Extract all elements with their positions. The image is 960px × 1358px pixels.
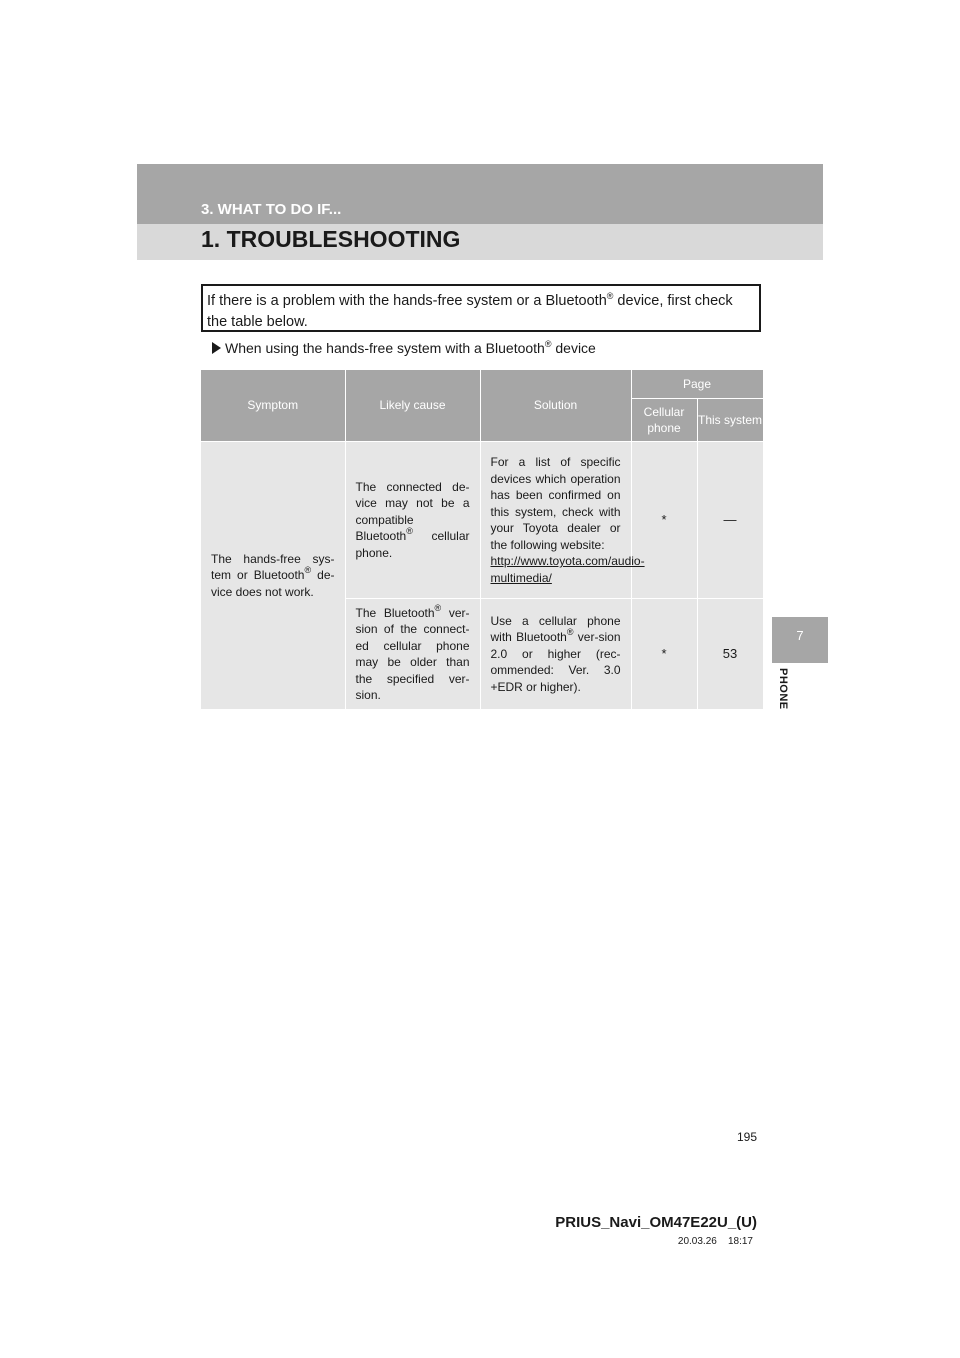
intro-text-after: device, first check the table below.	[207, 293, 733, 330]
table-row	[201, 442, 763, 599]
header-cellular-phone: Cellular phone	[631, 399, 697, 442]
registered-mark: ®	[544, 339, 552, 349]
toyota-website-link[interactable]: http://www.toyota.com/audio-multimedia/	[490, 554, 645, 585]
this-system-page-cell: 53	[697, 599, 763, 710]
solution-cell: For a list of specific devices which operation has been confirmed on this system, check with your Toyota dealer or the following website: http://www.toyota.com/audio-multimedia/	[480, 442, 631, 599]
section-label: 3. WHAT TO DO IF...	[201, 201, 342, 218]
header-likely-cause: Likely cause	[345, 370, 480, 442]
triangle-bullet-icon	[212, 342, 221, 354]
document-id: PRIUS_Navi_OM47E22U_(U)	[555, 1214, 757, 1231]
cause-cell: The connected de-vice may not be a compatible Bluetooth® cellular phone.	[345, 442, 480, 599]
troubleshooting-table	[201, 370, 764, 710]
header-page: Page	[631, 370, 763, 399]
subheading-text-before: When using the hands-free system with a Bluetooth	[225, 340, 545, 356]
header-solution: Solution	[480, 370, 631, 442]
print-date: 20.03.26	[677, 1236, 717, 1247]
subheading-text-after: device	[551, 340, 596, 356]
page-title: 1. TROUBLESHOOTING	[201, 226, 461, 252]
solution-cell: Use a cellular phone with Bluetooth® ver-sion 2.0 or higher (rec-ommended: Ver. 3.0 +EDR or higher).	[480, 599, 631, 710]
this-system-page-cell: —	[697, 442, 763, 599]
intro-box	[201, 284, 761, 332]
header-symptom: Symptom	[201, 370, 345, 442]
cellular-phone-page-cell: *	[631, 599, 697, 710]
subheading	[212, 340, 596, 356]
chapter-label: PHONE	[777, 668, 789, 710]
symptom-cell: The hands-free sys-tem or Bluetooth® de-vice does not work.	[201, 442, 345, 710]
cellular-phone-page-cell: *	[631, 442, 697, 599]
registered-mark: ®	[606, 291, 614, 301]
page-number: 195	[736, 1130, 757, 1144]
print-timestamp	[600, 1236, 753, 1247]
print-time: 18:17	[727, 1236, 753, 1247]
header-this-system: This system	[697, 399, 763, 442]
chapter-number: 7	[796, 628, 804, 643]
cause-cell: The Bluetooth® ver-sion of the connect-ed cellular phone may be older than the specified ver-sion.	[345, 599, 480, 710]
intro-text-before: If there is a problem with the hands-free system or a Bluetooth	[207, 293, 607, 309]
